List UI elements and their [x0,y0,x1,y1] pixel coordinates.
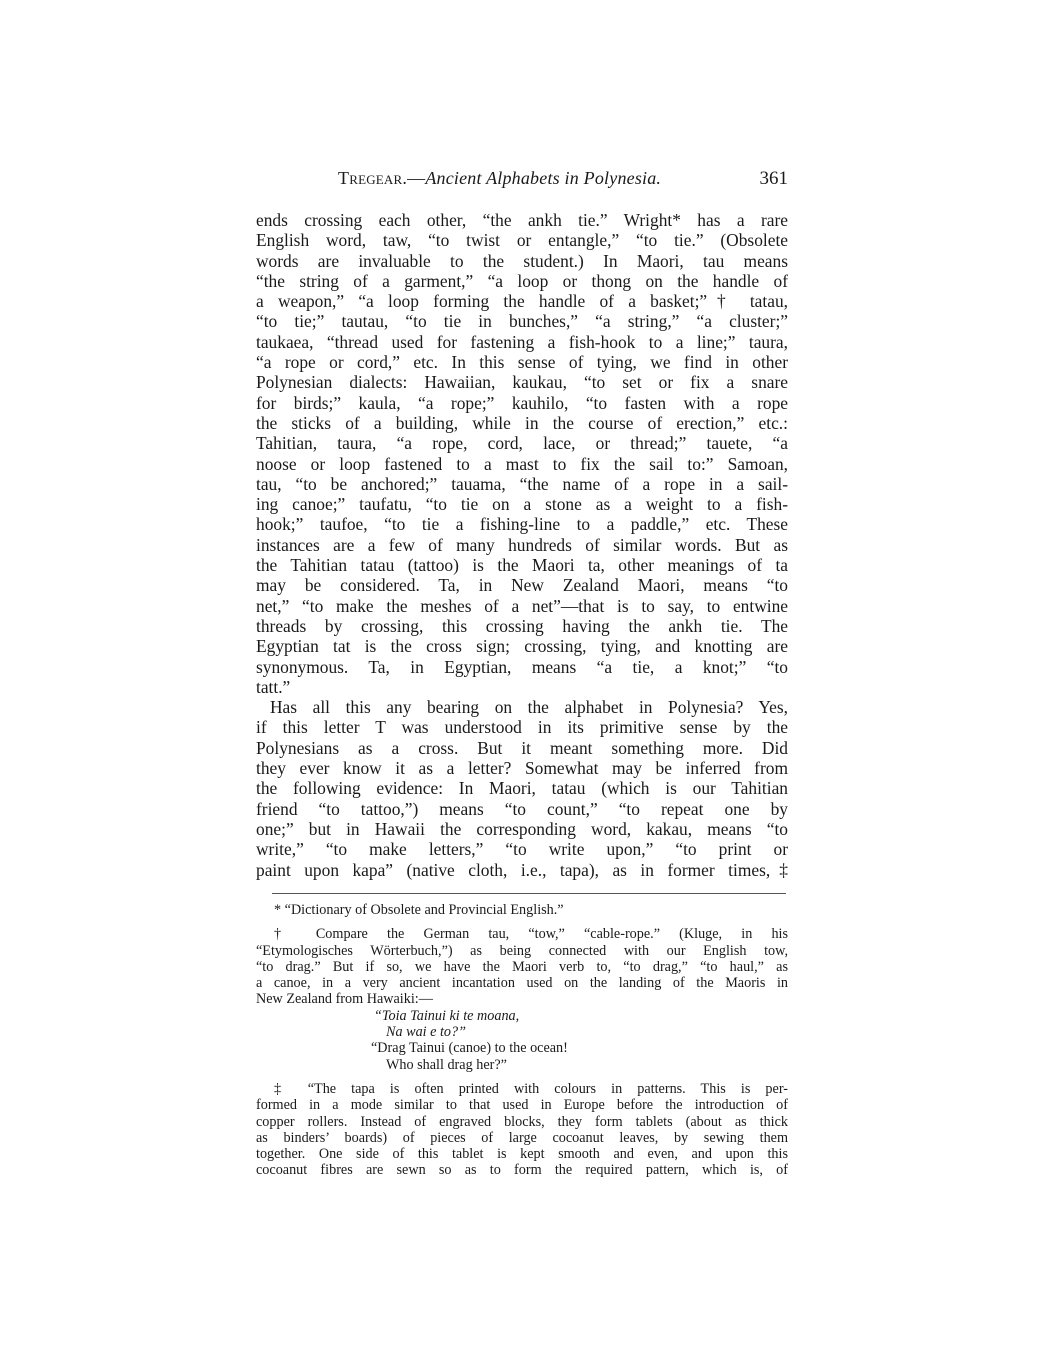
text-line: the sticks of a building, while in the course of erection,” etc.: [256,412,788,433]
text-line: they ever know it as a letter? Somewhat may be inferred from [256,758,788,779]
footnote-2-line: a canoe, in a very ancient incantation used on the landing of the Maoris in [256,975,788,992]
running-title [338,168,661,189]
text-line: the following evidence: In Maori, tatau (which is our Tahitian [256,778,788,799]
text-line: “to tie;” tautau, “to tie in bunches,” “a string,” “a cluster;” [256,311,788,332]
text-line: words are invaluable to the student.) In Maori, tau means [256,250,788,271]
running-header [258,168,788,194]
text-line: for birds;” kaula, “a rope;” kauhilo, “to fasten with a rope [256,392,788,413]
footnote-2-line: “to drag.” But if so, we have the Maori verb to, “to drag,” “to haul,” as [256,958,788,975]
footnote-3-line: ‡ “The tapa is often printed with colours in patterns. This is per- [274,1080,788,1097]
poem-line: Who shall drag her?” [386,1056,507,1073]
header-author: Tregear [338,168,403,188]
text-line: “a rope or cord,” etc. In this sense of tying, we find in other [256,352,788,373]
text-line: the Tahitian tatau (tattoo) is the Maori ta, other meanings of ta [256,555,788,576]
text-line: instances are a few of many hundreds of similar words. But as [256,534,788,555]
text-line: a weapon,” “a loop forming the handle of a basket;”† tatau, [256,291,788,312]
footnote-2-line: † Compare the German tau, “tow,” “cable-rope.” (Kluge, in his [274,926,788,943]
text-line: taukaea, “thread used for fastening a fish-hook to a line;” taura, [256,331,788,352]
footnote-3-line: copper rollers. Instead of engraved blocks, they form tablets (about as thick [256,1113,788,1130]
poem-line: “Toia Tainui ki te moana, [374,1007,520,1024]
text-line: friend “to tattoo,”) means “to count,” “to repeat one by [256,798,788,819]
text-line: if this letter T was understood in its primitive sense by the [256,717,788,738]
text-line: English word, taw, “to twist or entangle,” “to tie.” (Obsolete [256,230,788,251]
footnote-3-line: cocoanut fibres are sewn so as to form the required pattern, which is, of [256,1162,788,1179]
text-line: Polynesians as a cross. But it meant something more. Did [256,737,788,758]
poem-line: “Drag Tainui (canoe) to the ocean! [371,1040,568,1057]
footnote-2-line: “Etymologisches Wörterbuch,”) as being connected with our English tow, [256,942,788,959]
text-line: one;” but in Hawaii the corresponding word, kakau, means “to [256,818,788,839]
footnote-2-line: New Zealand from Hawaiki:— [256,991,433,1008]
footnote-divider [272,893,786,894]
text-line: ing canoe;” taufatu, “to tie on a stone as a weight to a fish- [256,494,788,515]
text-line: hook;” taufoe, “to tie a fishing-line to a paddle,” etc. These [256,514,788,535]
footnote-3-line: as binders’ boards) of pieces of large cocoanut leaves, by sewing them [256,1129,788,1146]
text-line: Egyptian tat is the cross sign; crossing, tying, and knotting are [256,636,788,657]
body-text [256,210,788,880]
text-line: paint upon kapa” (native cloth, i.e., tapa), as in former times,‡ [256,859,788,880]
text-line: Has all this any bearing on the alphabet in Polynesia? Yes, [270,697,788,718]
footnote-3-line: together. One side of this tablet is kept smooth and even, and upon this [256,1146,788,1163]
text-line: “the string of a garment,” “a loop or thong on the handle of [256,270,788,291]
text-line: tau, “to be anchored;” tauama, “the name of a rope in a sail- [256,473,788,494]
footnotes [256,902,788,1179]
poem-line: Na wai e to?” [386,1024,467,1041]
footnote-gap [256,918,788,926]
text-line: tatt.” [256,676,291,697]
footnote-3-line: formed in a mode similar to that used in Europe before the introduction of [256,1097,788,1114]
page-number: 361 [759,168,788,189]
text-line: may be considered. Ta, in New Zealand Maori, means “to [256,575,788,596]
footnote-1: * “Dictionary of Obsolete and Provincial English.” [274,902,564,918]
footnote-gap [256,1073,788,1081]
text-line: Polynesian dialects: Hawaiian, kaukau, “to set or fix a snare [256,372,788,393]
text-line: Tahitian, taura, “a rope, cord, lace, or thread;” tauete, “a [256,433,788,454]
text-line: noose or loop fastened to a mast to fix the sail to:” Samoan, [256,453,788,474]
header-separator: .— [402,168,426,188]
text-line: net,” “to make the meshes of a net”—that is to say, to entwine [256,595,788,616]
text-line: synonymous. Ta, in Egyptian, means “a tie, a knot;” “to [256,656,788,677]
text-line: ends crossing each other, “the ankh tie.” Wright* has a rare [256,210,788,230]
header-title-text: Ancient Alphabets in Polynesia. [425,168,662,188]
text-line: threads by crossing, this crossing having the ankh tie. The [256,615,788,636]
text-line: write,” “to make letters,” “to write upon,” “to print or [256,839,788,860]
